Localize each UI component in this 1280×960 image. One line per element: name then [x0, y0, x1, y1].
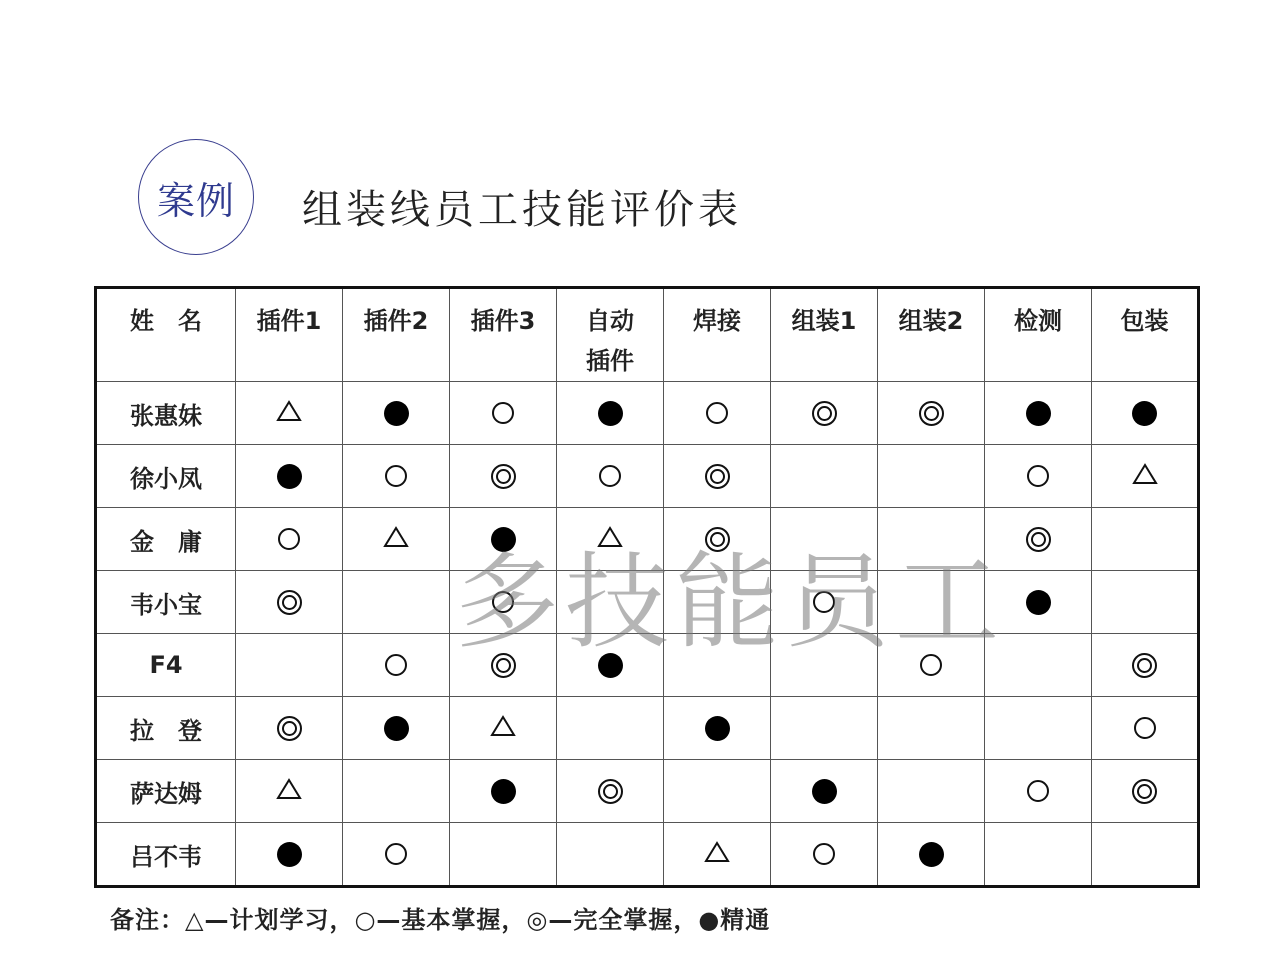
skill-level-cell: [664, 445, 771, 508]
full-double-circle-icon: [919, 401, 944, 426]
plan-triangle-icon: [704, 841, 730, 867]
skill-level-cell: [557, 445, 664, 508]
table-row: [96, 508, 1199, 571]
skill-level-cell: [664, 382, 771, 445]
skill-level-cell: [557, 571, 664, 634]
skill-level-cell: [557, 823, 664, 887]
skill-level-cell: [664, 823, 771, 887]
skill-level-cell: [236, 634, 343, 697]
plan-triangle-icon: [276, 400, 302, 426]
skill-level-cell: [1092, 697, 1199, 760]
employee-name-cell: 韦小宝: [96, 571, 236, 634]
basic-circle-icon: [813, 843, 835, 865]
expert-filled-dot-icon: [384, 716, 409, 741]
skill-level-cell: [664, 508, 771, 571]
case-badge: [138, 139, 254, 255]
skill-level-cell: [236, 382, 343, 445]
table-header-row: [96, 288, 1199, 382]
skill-level-cell: [1092, 823, 1199, 887]
skill-column-header: 组装2: [878, 288, 985, 382]
skill-level-cell: [985, 571, 1092, 634]
plan-triangle-icon: [597, 526, 623, 552]
skill-level-cell: [343, 508, 450, 571]
basic-circle-icon: [1134, 717, 1156, 739]
skill-level-cell: [664, 760, 771, 823]
skill-level-cell: [450, 823, 557, 887]
expert-filled-dot-icon: [491, 527, 516, 552]
skill-level-cell: [236, 760, 343, 823]
expert-filled-dot-icon: [277, 842, 302, 867]
watermark: 多技能员工: [455, 541, 1006, 663]
skill-level-cell: [1092, 571, 1199, 634]
skill-level-cell: [664, 634, 771, 697]
basic-circle-icon: [706, 402, 728, 424]
full-double-circle-icon: [491, 653, 516, 678]
skill-column-header: 插件3: [450, 288, 557, 382]
expert-filled-dot-icon: [919, 842, 944, 867]
skill-level-cell: [985, 445, 1092, 508]
skill-level-cell: [450, 571, 557, 634]
expert-filled-dot-icon: [277, 464, 302, 489]
skill-level-cell: [343, 760, 450, 823]
skill-level-cell: [1092, 382, 1199, 445]
full-double-circle-icon: [1026, 527, 1051, 552]
skill-level-cell: [771, 760, 878, 823]
expert-filled-dot-icon: [384, 401, 409, 426]
full-double-circle-icon: [812, 401, 837, 426]
employee-name-cell: 张惠妹: [96, 382, 236, 445]
skill-level-cell: [1092, 760, 1199, 823]
plan-triangle-icon: [276, 778, 302, 804]
skill-level-cell: [236, 508, 343, 571]
basic-circle-icon: [492, 591, 514, 613]
skill-level-cell: [878, 571, 985, 634]
basic-circle-icon: [385, 654, 407, 676]
full-double-circle-icon: [598, 779, 623, 804]
basic-circle-icon: [385, 465, 407, 487]
skill-level-cell: [771, 571, 878, 634]
basic-circle-icon: [385, 843, 407, 865]
full-double-circle-icon: [1132, 653, 1157, 678]
skill-level-cell: [450, 634, 557, 697]
skill-level-cell: [771, 697, 878, 760]
expert-filled-dot-icon: [812, 779, 837, 804]
legend-note: 备注：△—计划学习，○—基本掌握，◎—完全掌握，●精通: [110, 906, 771, 934]
employee-name-cell: 金 庸: [96, 508, 236, 571]
skill-level-cell: [878, 760, 985, 823]
skill-level-cell: [450, 760, 557, 823]
skill-level-cell: [771, 382, 878, 445]
skill-level-cell: [664, 697, 771, 760]
plan-triangle-icon: [383, 526, 409, 552]
expert-filled-dot-icon: [705, 716, 730, 741]
skill-level-cell: [557, 508, 664, 571]
skill-level-cell: [557, 760, 664, 823]
skill-level-cell: [343, 382, 450, 445]
skill-level-cell: [985, 760, 1092, 823]
skill-column-header: 焊接: [664, 288, 771, 382]
employee-name-cell: 吕不韦: [96, 823, 236, 887]
basic-circle-icon: [492, 402, 514, 424]
page-title: 组装线员工技能评价表: [302, 187, 742, 233]
skill-level-cell: [343, 445, 450, 508]
expert-filled-dot-icon: [598, 401, 623, 426]
skill-level-cell: [878, 382, 985, 445]
expert-filled-dot-icon: [491, 779, 516, 804]
skill-column-header: 包装: [1092, 288, 1199, 382]
basic-circle-icon: [1027, 780, 1049, 802]
skill-column-header: 组装1: [771, 288, 878, 382]
skill-level-cell: [343, 823, 450, 887]
table-row: [96, 697, 1199, 760]
plan-triangle-icon: [1132, 463, 1158, 489]
expert-filled-dot-icon: [1132, 401, 1157, 426]
case-badge-label: 案例: [156, 178, 235, 223]
skill-level-cell: [771, 445, 878, 508]
basic-circle-icon: [813, 591, 835, 613]
skill-level-cell: [878, 634, 985, 697]
skill-level-cell: [878, 445, 985, 508]
skill-column-header: 检测: [985, 288, 1092, 382]
employee-name-cell: F4: [96, 634, 236, 697]
table-row: [96, 571, 1199, 634]
skill-level-cell: [557, 697, 664, 760]
table-row: [96, 760, 1199, 823]
plan-triangle-icon: [490, 715, 516, 741]
skill-level-cell: [985, 508, 1092, 571]
table-row: [96, 634, 1199, 697]
employee-name-cell: 萨达姆: [96, 760, 236, 823]
employee-name-cell: 徐小凤: [96, 445, 236, 508]
skill-level-cell: [1092, 508, 1199, 571]
skill-level-cell: [343, 634, 450, 697]
skill-level-cell: [236, 571, 343, 634]
employee-name-cell: 拉 登: [96, 697, 236, 760]
skill-level-cell: [878, 823, 985, 887]
skill-level-cell: [236, 445, 343, 508]
full-double-circle-icon: [1132, 779, 1157, 804]
skill-level-cell: [664, 571, 771, 634]
skill-level-cell: [450, 697, 557, 760]
basic-circle-icon: [599, 465, 621, 487]
skill-level-cell: [985, 697, 1092, 760]
skill-level-cell: [450, 445, 557, 508]
skill-level-cell: [236, 823, 343, 887]
skill-column-header: 插件2: [343, 288, 450, 382]
skill-level-cell: [343, 571, 450, 634]
table-row: [96, 823, 1199, 887]
skill-column-header: 自动 插件: [557, 288, 664, 382]
skill-column-header: 插件1: [236, 288, 343, 382]
skill-level-cell: [771, 634, 878, 697]
skill-level-cell: [1092, 445, 1199, 508]
table-row: [96, 445, 1199, 508]
full-double-circle-icon: [277, 590, 302, 615]
expert-filled-dot-icon: [1026, 590, 1051, 615]
skill-level-cell: [343, 697, 450, 760]
skill-level-cell: [557, 382, 664, 445]
skill-level-cell: [985, 382, 1092, 445]
skill-level-cell: [450, 508, 557, 571]
table-row: [96, 382, 1199, 445]
name-column-header: 姓 名: [96, 288, 236, 382]
expert-filled-dot-icon: [598, 653, 623, 678]
skill-level-cell: [771, 508, 878, 571]
basic-circle-icon: [278, 528, 300, 550]
full-double-circle-icon: [491, 464, 516, 489]
full-double-circle-icon: [705, 464, 730, 489]
skill-level-cell: [236, 697, 343, 760]
skill-matrix-table: [94, 286, 1200, 888]
basic-circle-icon: [1027, 465, 1049, 487]
skill-level-cell: [985, 634, 1092, 697]
full-double-circle-icon: [277, 716, 302, 741]
expert-filled-dot-icon: [1026, 401, 1051, 426]
full-double-circle-icon: [705, 527, 730, 552]
skill-level-cell: [878, 508, 985, 571]
skill-level-cell: [1092, 634, 1199, 697]
basic-circle-icon: [920, 654, 942, 676]
skill-level-cell: [985, 823, 1092, 887]
skill-level-cell: [450, 382, 557, 445]
skill-level-cell: [557, 634, 664, 697]
skill-level-cell: [878, 697, 985, 760]
skill-level-cell: [771, 823, 878, 887]
